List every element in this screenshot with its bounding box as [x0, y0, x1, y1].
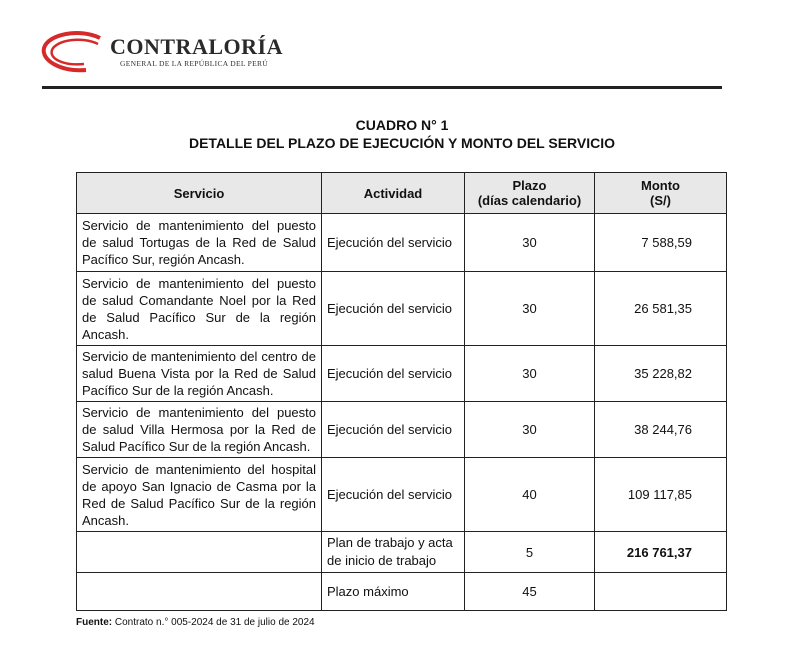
cell-monto: 7 588,59 [595, 214, 727, 272]
brand-name: CONTRALORÍA [110, 34, 283, 59]
cell-actividad: Ejecución del servicio [322, 214, 465, 272]
contraloria-logo [40, 28, 300, 78]
cell-actividad: Ejecución del servicio [322, 272, 465, 346]
table-header-row [77, 173, 727, 214]
cell-plazo: 45 [465, 573, 595, 611]
table-row [77, 272, 727, 346]
cell-monto: 26 581,35 [595, 272, 727, 346]
cell-servicio: Servicio de mantenimiento del puesto de salud Tortugas de la Red de Salud Pacífico Sur, región Ancash. [77, 214, 322, 272]
cell-monto-empty [595, 573, 727, 611]
logo-swoosh-icon [40, 30, 110, 76]
cell-plazo: 5 [465, 532, 595, 573]
header-plazo: Plazo (días calendario) [465, 173, 595, 214]
cell-actividad: Plazo máximo [322, 573, 465, 611]
cell-plazo: 40 [465, 458, 595, 532]
header-actividad: Actividad [322, 173, 465, 214]
cell-plazo: 30 [465, 214, 595, 272]
cell-actividad: Plan de trabajo y acta de inicio de trabajo [322, 532, 465, 573]
cell-servicio-empty [77, 573, 322, 611]
cell-servicio: Servicio de mantenimiento del hospital de apoyo San Ignacio de Casma por la Red de Salud Pacífico Sur de la región Ancash. [77, 458, 322, 532]
table-row [77, 458, 727, 532]
table-row-plan [77, 532, 727, 573]
cell-servicio: Servicio de mantenimiento del puesto de salud Villa Hermosa por la Red de Salud Pacífico Sur de la región Ancash. [77, 402, 322, 458]
cell-plazo: 30 [465, 346, 595, 402]
cell-monto: 109 117,85 [595, 458, 727, 532]
table-number: CUADRO N° 1 [355, 117, 449, 133]
service-table [76, 172, 727, 611]
table-row [77, 214, 727, 272]
source-note: Fuente: Contrato n.° 005-2024 de 31 de julio de 2024 [76, 617, 315, 628]
cell-monto-total: 216 761,37 [595, 532, 727, 573]
cell-plazo: 30 [465, 272, 595, 346]
header-rule [42, 86, 722, 89]
table-row [77, 402, 727, 458]
cell-servicio: Servicio de mantenimiento del centro de salud Buena Vista por la Red de Salud Pacífico Sur de la región Ancash. [77, 346, 322, 402]
cell-monto: 35 228,82 [595, 346, 727, 402]
table-row [77, 346, 727, 402]
table-row-max [77, 573, 727, 611]
cell-plazo: 30 [465, 402, 595, 458]
cell-actividad: Ejecución del servicio [322, 458, 465, 532]
table-title: DETALLE DEL PLAZO DE EJECUCIÓN Y MONTO DEL SERVICIO [188, 135, 616, 151]
cell-servicio: Servicio de mantenimiento del puesto de salud Comandante Noel por la Red de Salud Pacífico Sur de la región Ancash. [77, 272, 322, 346]
header-monto: Monto (S/) [595, 173, 727, 214]
cell-actividad: Ejecución del servicio [322, 346, 465, 402]
header-servicio: Servicio [77, 173, 322, 214]
brand-subtitle: GENERAL DE LA REPÚBLICA DEL PERÚ [120, 59, 269, 68]
cell-servicio-empty [77, 532, 322, 573]
cell-actividad: Ejecución del servicio [322, 402, 465, 458]
cell-monto: 38 244,76 [595, 402, 727, 458]
